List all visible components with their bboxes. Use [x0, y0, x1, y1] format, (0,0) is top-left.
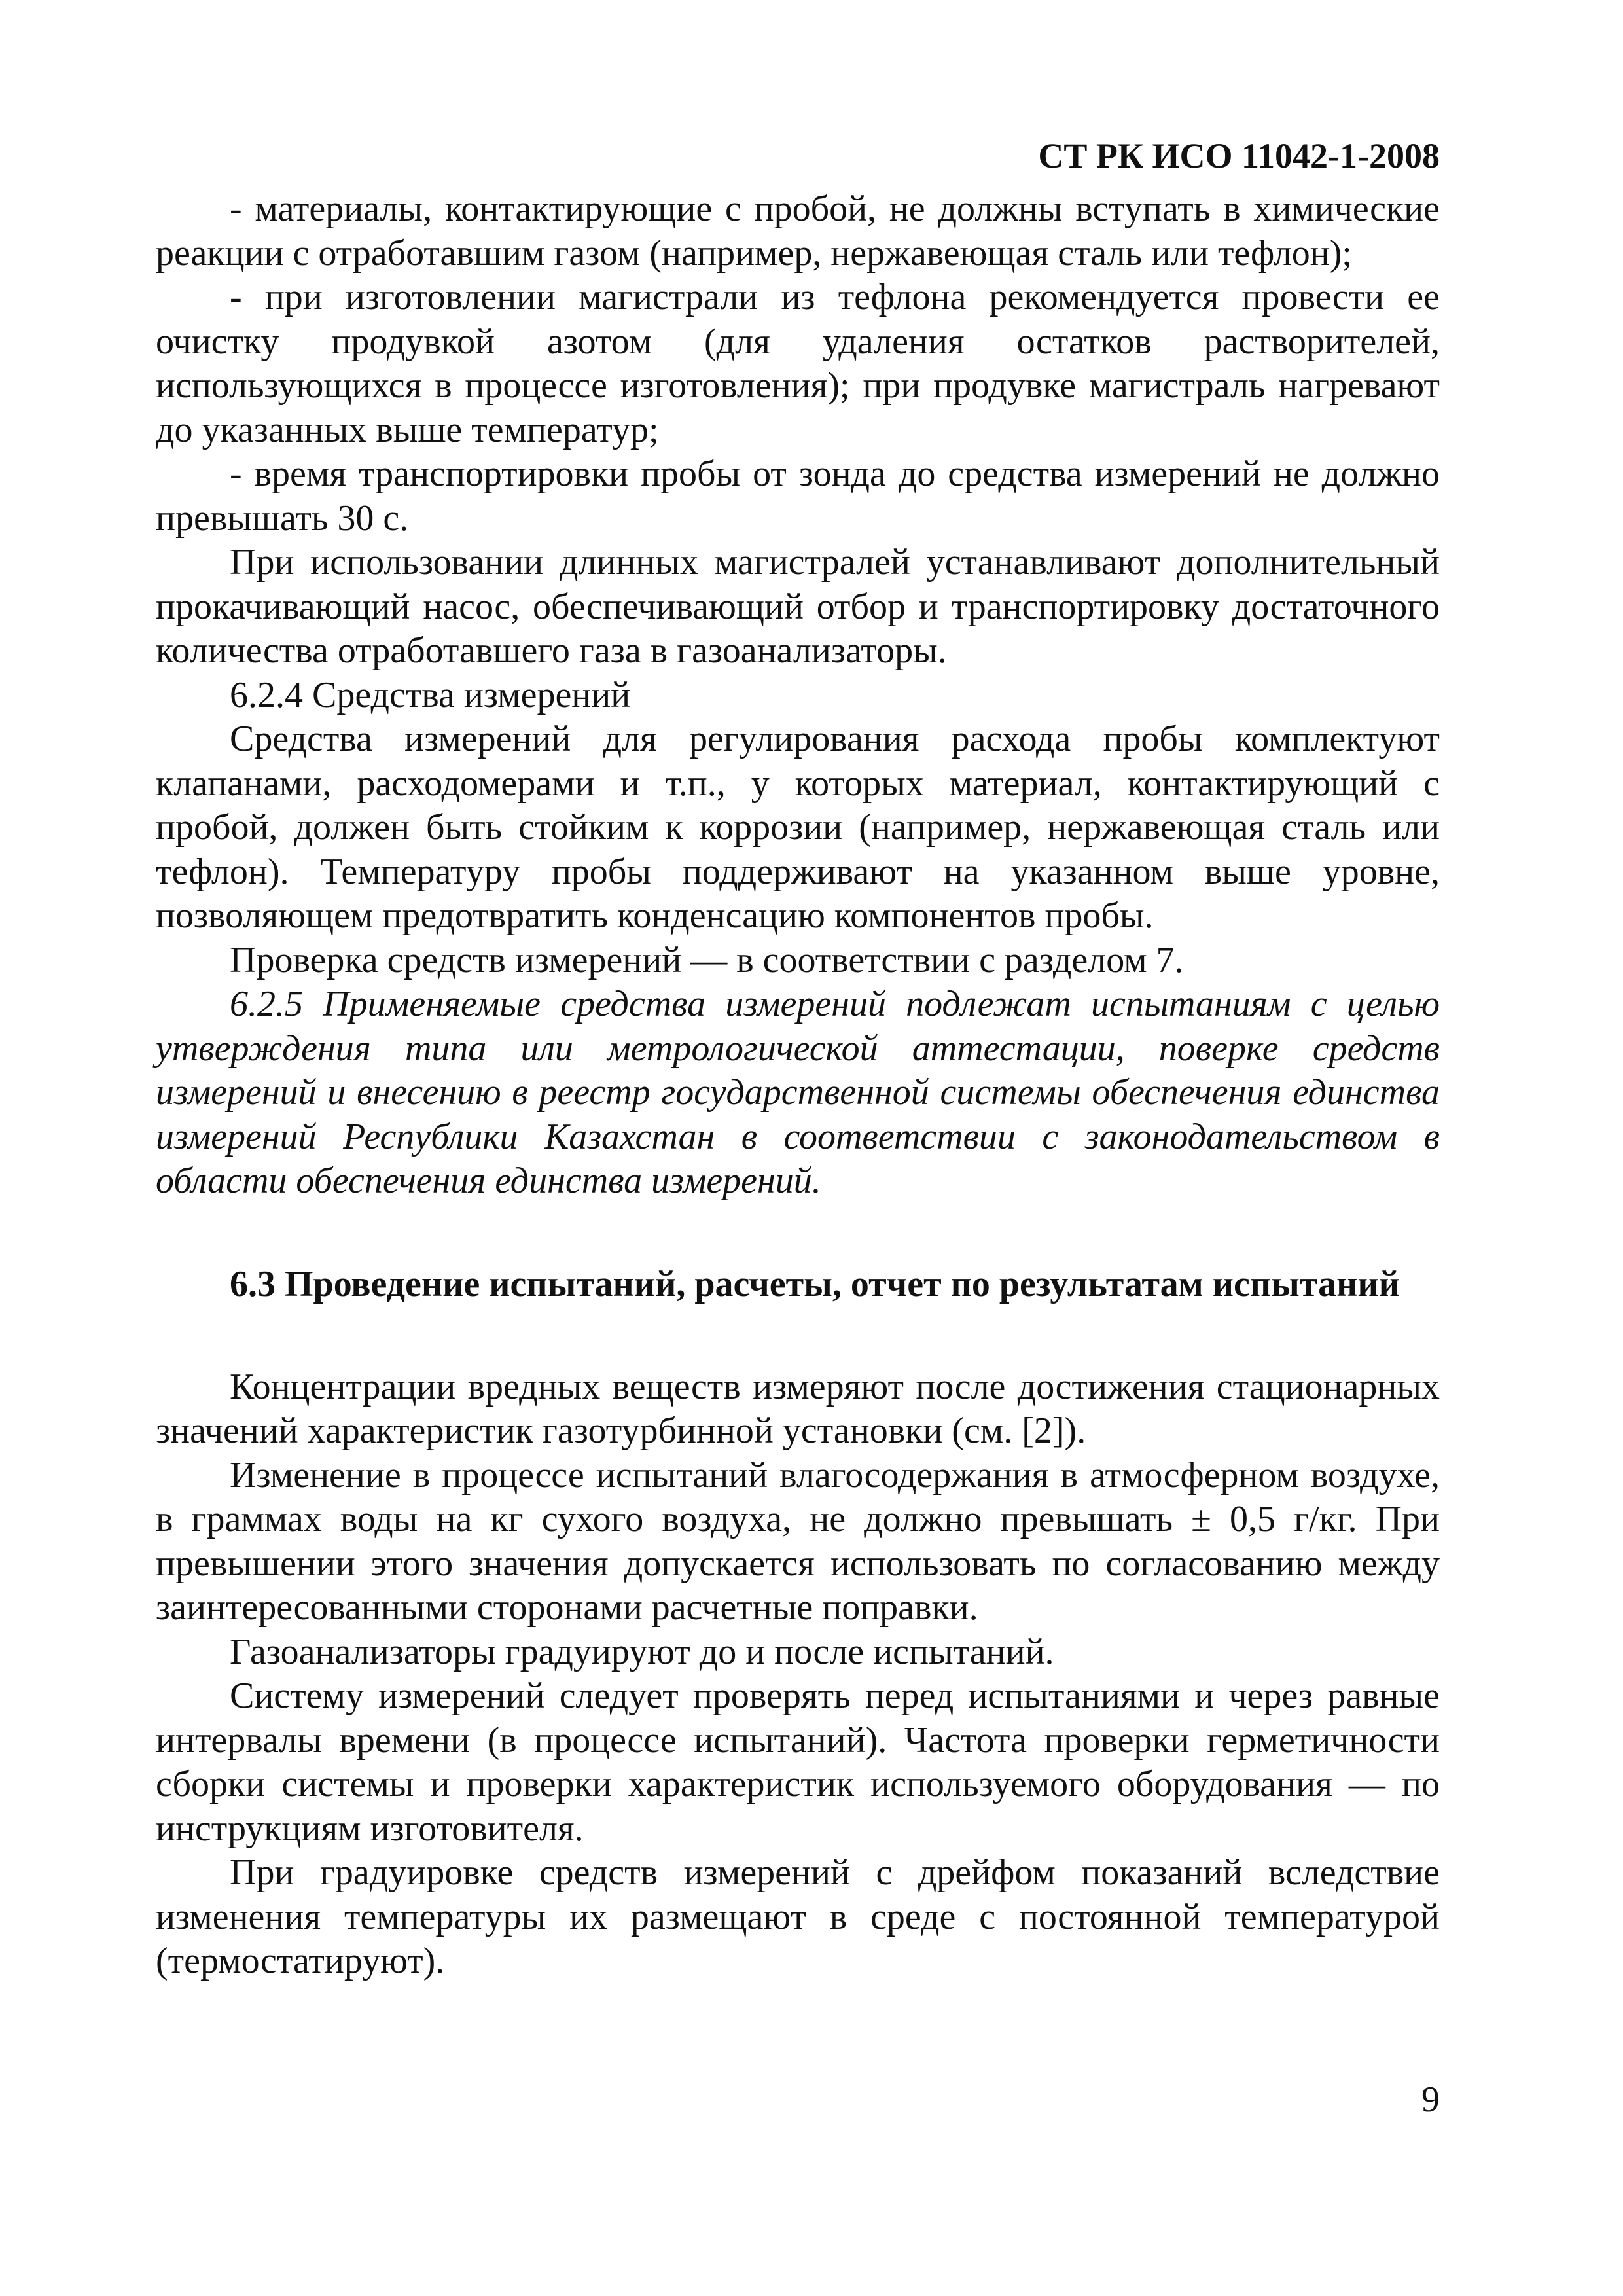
paragraph-materials: - материалы, контактирующие с пробой, не должны вступать в химические реакции с отработавшим газом (например, нержавеющая сталь или тефлон); — [156, 188, 1440, 274]
subsection-heading-6-2-4: 6.2.4 Средства измерений — [230, 674, 631, 715]
paragraph-long-lines: При использовании длинных магистралей устанавливают дополнительный прокачивающий насос, обеспечивающий отбор и транспортировку достаточного количества отработавшего газа в газоанализаторы. — [156, 542, 1440, 671]
paragraph-calibration: Газоанализаторы градуируют до и после испытаний. — [230, 1631, 1054, 1672]
paragraph-teflon-line: - при изготовлении магистрали из тефлона рекомендуется провести ее очистку продувкой азотом (для удаления остатков растворителей, использующихся в процессе изготовления); при продувке магистраль нагревают до указанных выше температур; — [156, 277, 1440, 450]
paragraph-thermostat: При градуировке средств измерений с дрейфом показаний вследствие изменения температуры их размещают в среде с постоянной температурой (термостатируют). — [156, 1852, 1440, 1981]
paragraph-concentrations: Концентрации вредных веществ измеряют после достижения стационарных значений характеристик газотурбинной установки (см. [2]). — [156, 1366, 1440, 1451]
paragraph-measuring-instruments: Средства измерений для регулирования расхода пробы комплектуют клапанами, расходомерами и т.п., у которых материал, контактирующий с пробой, должен быть стойким к коррозии (например, нержавеющая сталь или тефлон). Температуру пробы поддерживают на указанном выше уровне, позволяющем предотвратить конденсацию компонентов пробы. — [156, 719, 1440, 936]
document-body — [156, 187, 1440, 1984]
section-heading-6-3: 6.3 Проведение испытаний, расчеты, отчет по результатам испытаний — [230, 1263, 1400, 1304]
paragraph-system-check: Систему измерений следует проверять перед испытаниями и через равные интервалы времени (в процессе испытаний). Частота проверки герметичности сборки системы и проверки характеристик используемого оборудования — по инструкциям изготовителя. — [156, 1676, 1440, 1849]
paragraph-humidity: Изменение в процессе испытаний влагосодержания в атмосферном воздухе, в граммах воды на кг сухого воздуха, не должно превышать ± 0,5 г/кг. При превышении этого значения допускается использовать по согласованию между заинтересованными сторонами расчетные поправки. — [156, 1454, 1440, 1628]
paragraph-transport-time: - время транспортировки пробы от зонда до средства измерений не должно превышать 30 с. — [156, 454, 1440, 539]
page-number: 9 — [1421, 2079, 1440, 2120]
paragraph-6-2-5-italic: 6.2.5 Применяемые средства измерений подлежат испытаниям с целью утверждения типа или метрологической аттестации, поверке средств измерений и внесению в реестр государственной системы обеспечения единства измерений Республики Казахстан в соответствии с законодательством в области обеспечения единства измерений. — [156, 984, 1440, 1201]
paragraph-verification: Проверка средств измерений — в соответствии с разделом 7. — [230, 939, 1184, 980]
document-code-header: СТ РК ИСО 11042-1-2008 — [1038, 136, 1440, 175]
